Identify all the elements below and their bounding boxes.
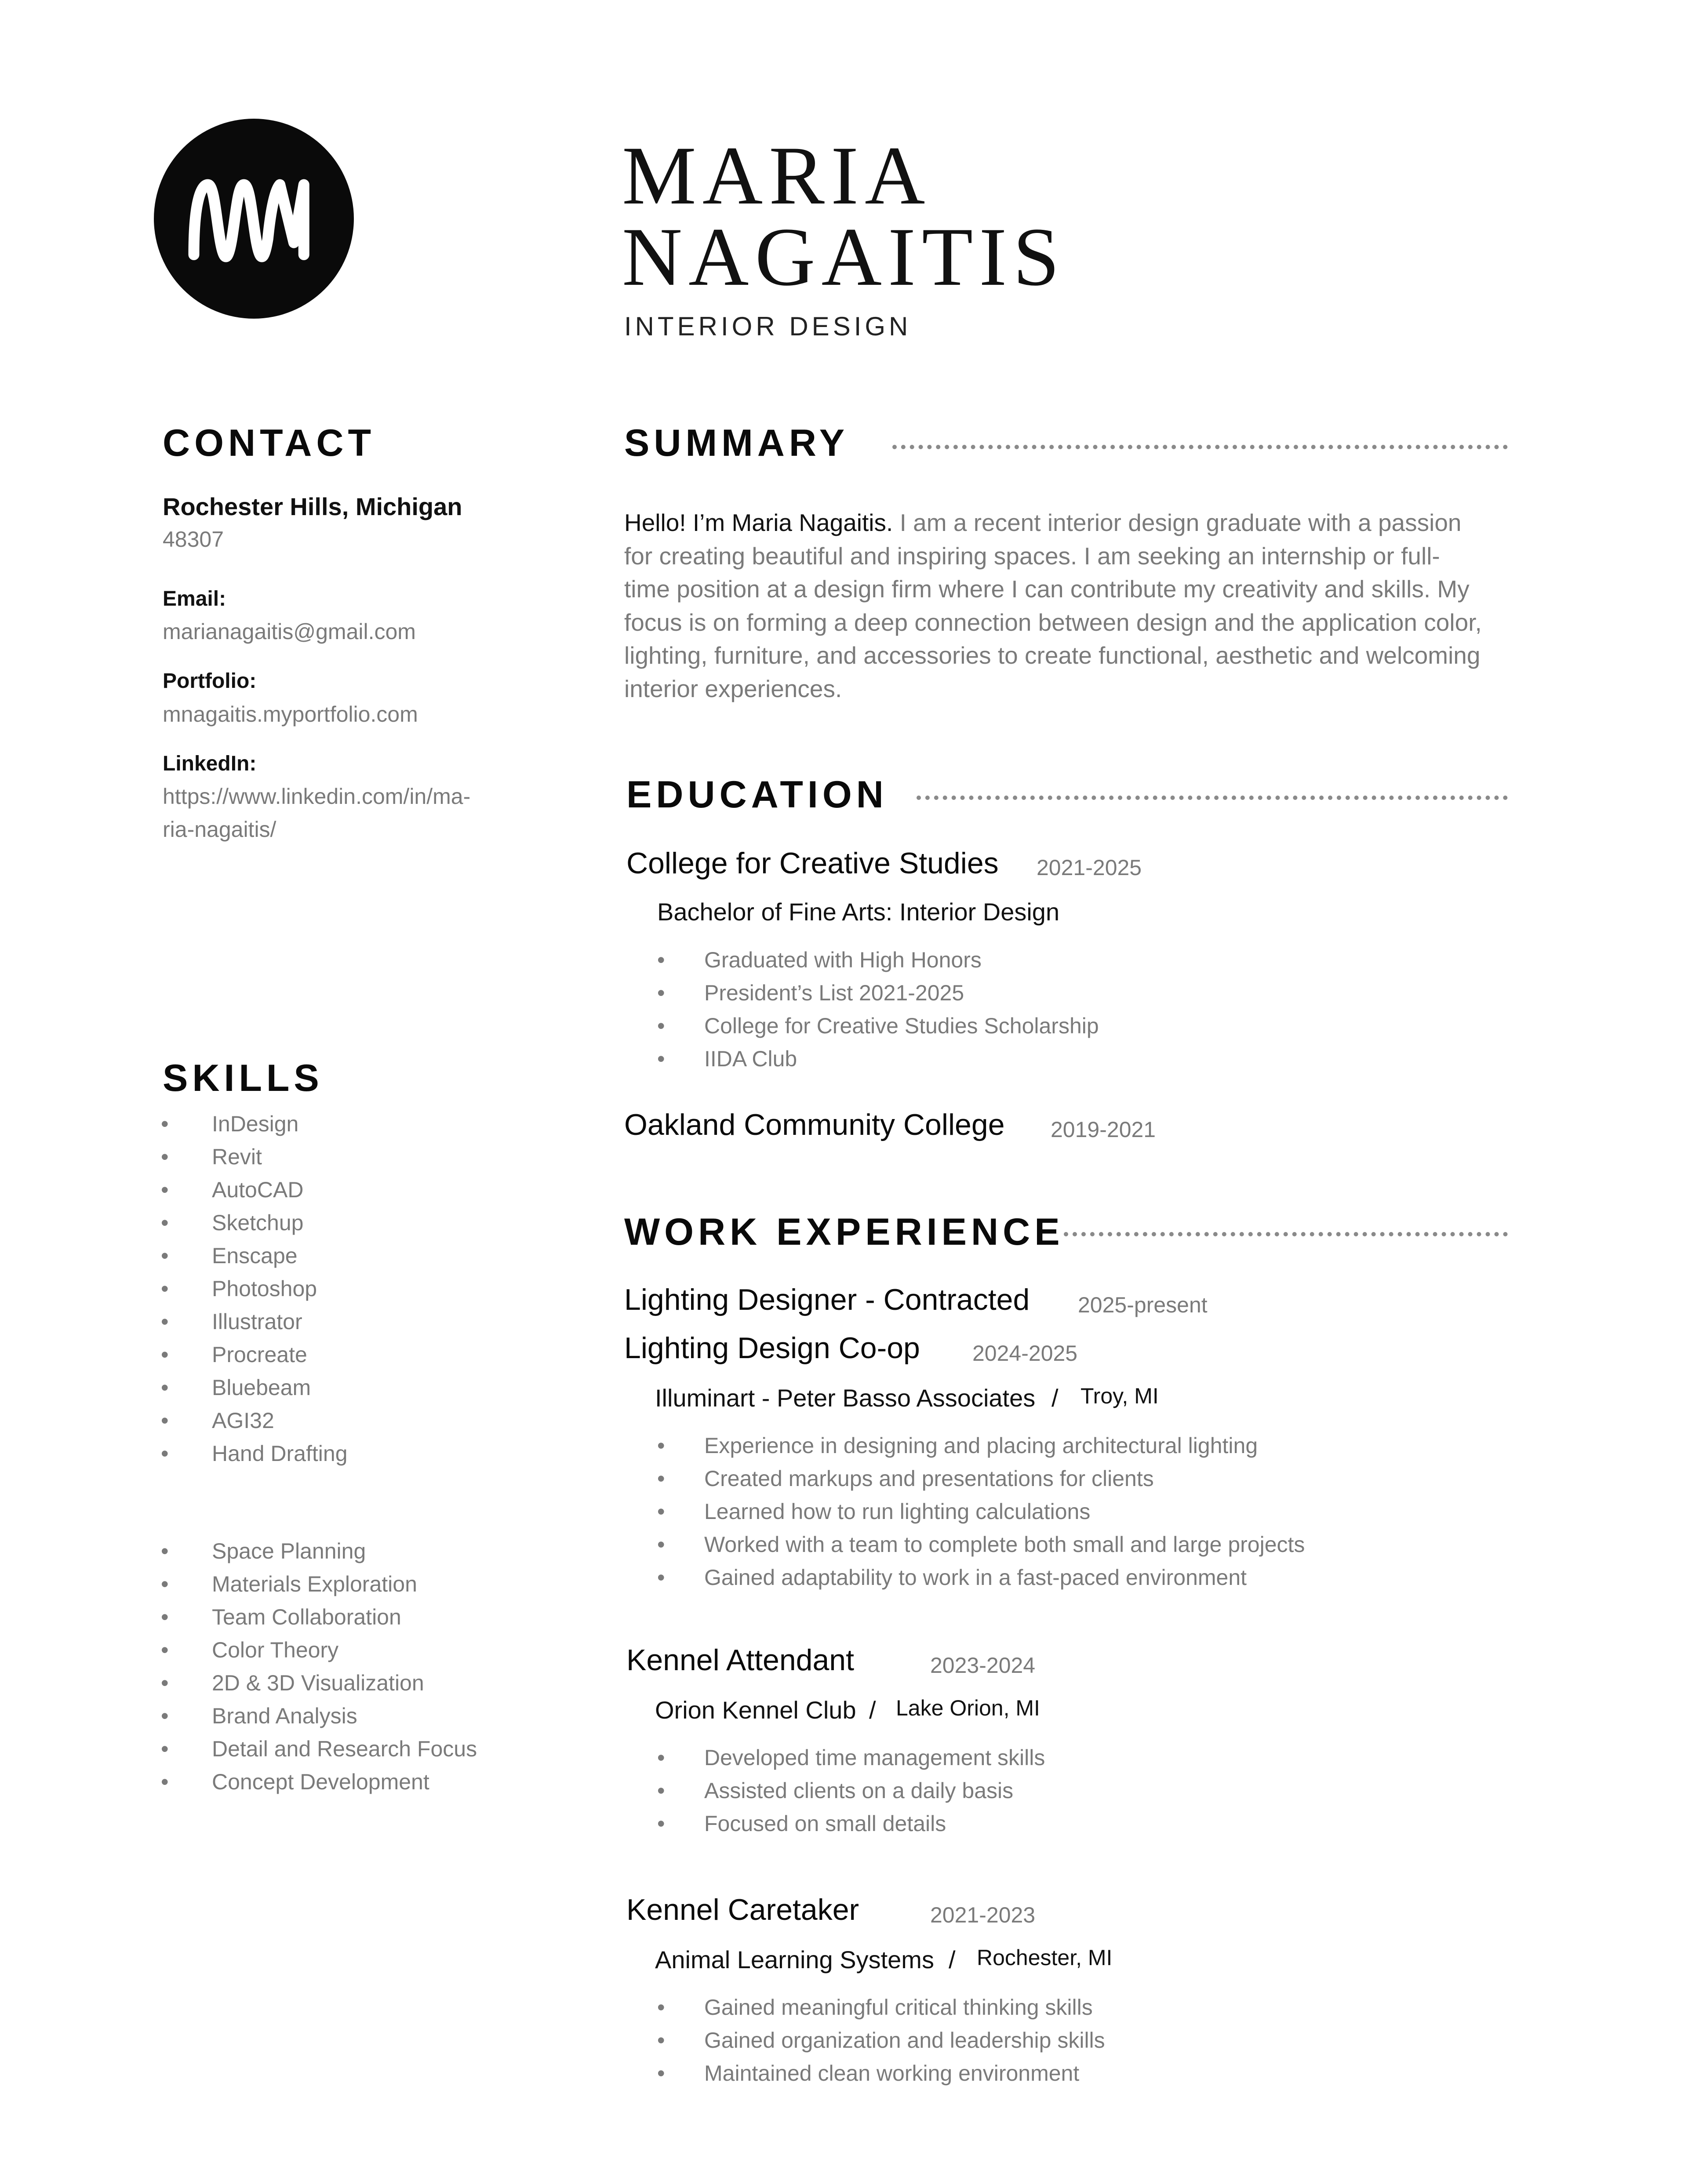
- job-dates: 2021-2023: [930, 1903, 1036, 1927]
- skill-item: • Revit: [163, 1141, 348, 1174]
- job-location: Troy, MI: [1080, 1384, 1159, 1408]
- contact-heading: CONTACT: [163, 422, 376, 464]
- email-label: Email:: [163, 587, 226, 611]
- skill-item: • Detail and Research Focus: [163, 1733, 477, 1766]
- skill-item: • Materials Exploration: [163, 1568, 477, 1601]
- section-divider: [1064, 1232, 1508, 1236]
- bullet-item: • Experience in designing and placing architectural lighting: [657, 1429, 1305, 1462]
- monogram-logo: [154, 119, 354, 319]
- skill-item: • AGI32: [163, 1404, 348, 1437]
- skill-item: • Color Theory: [163, 1634, 477, 1667]
- bullet-item: • Created markups and presentations for clients: [657, 1462, 1305, 1495]
- skill-item: • Brand Analysis: [163, 1700, 477, 1733]
- skill-item: • Bluebeam: [163, 1371, 348, 1404]
- job-location: Rochester, MI: [977, 1945, 1113, 1970]
- linkedin-label: LinkedIn:: [163, 752, 257, 775]
- skill-item: • Procreate: [163, 1338, 348, 1371]
- summary-heading: SUMMARY: [624, 422, 849, 464]
- summary-line: I am a recent interior design graduate with a passion: [893, 509, 1462, 536]
- bullet-item: • Gained adaptability to work in a fast-paced environment: [657, 1561, 1305, 1594]
- job-bullets: [657, 1429, 1305, 1594]
- bullet-item: • Graduated with High Honors: [657, 944, 1099, 977]
- job-title: Lighting Designer - Contracted: [624, 1283, 1030, 1316]
- bullet-item: • President’s List 2021-2025: [657, 977, 1099, 1010]
- job-title: Kennel Caretaker: [626, 1893, 859, 1926]
- job-title: Kennel Attendant: [626, 1643, 855, 1677]
- experience-heading: WORK EXPERIENCE: [624, 1211, 1064, 1253]
- job-dates: 2025-present: [1078, 1293, 1208, 1317]
- skill-item: • Space Planning: [163, 1535, 477, 1568]
- bullet-item: • Gained organization and leadership skills: [657, 2024, 1105, 2057]
- linkedin-link-line1[interactable]: https://www.linkedin.com/in/ma-: [163, 784, 471, 809]
- school-name: College for Creative Studies: [626, 847, 999, 880]
- last-name: NAGAITIS: [622, 211, 1066, 303]
- section-divider: [892, 445, 1508, 449]
- monogram-logo-icon: [154, 119, 354, 319]
- email-link[interactable]: marianagaitis@gmail.com: [163, 619, 416, 644]
- portfolio-link[interactable]: mnagaitis.myportfolio.com: [163, 702, 418, 727]
- section-divider: [917, 796, 1508, 800]
- portfolio-label: Portfolio:: [163, 669, 257, 693]
- skill-item: • Concept Development: [163, 1766, 477, 1799]
- linkedin-link-line2[interactable]: ria-nagaitis/: [163, 817, 276, 842]
- skill-item: • Hand Drafting: [163, 1437, 348, 1470]
- bullet-item: • Worked with a team to complete both small and large projects: [657, 1528, 1305, 1561]
- bullet-item: • Focused on small details: [657, 1807, 1045, 1840]
- school-dates: 2021-2025: [1037, 855, 1142, 880]
- school-dates: 2019-2021: [1051, 1117, 1156, 1142]
- job-location: Lake Orion, MI: [896, 1696, 1040, 1720]
- skill-item: • Photoshop: [163, 1272, 348, 1305]
- bullet-item: • Developed time management skills: [657, 1741, 1045, 1774]
- bullet-item: • IIDA Club: [657, 1043, 1099, 1076]
- summary-line: interior experiences.: [624, 675, 842, 702]
- job-bullets: [657, 1991, 1105, 2090]
- bullet-item: • College for Creative Studies Scholarship: [657, 1010, 1099, 1043]
- skill-item: • Sketchup: [163, 1206, 348, 1239]
- company-name: Orion Kennel Club: [655, 1696, 856, 1724]
- summary-line: time position at a design firm where I can contribute my creativity and skills. My: [624, 575, 1470, 603]
- bullet-item: • Learned how to run lighting calculations: [657, 1495, 1305, 1528]
- skill-item: • Team Collaboration: [163, 1601, 477, 1634]
- job-dates: 2024-2025: [972, 1341, 1078, 1366]
- summary-lead: Hello! I’m Maria Nagaitis.: [624, 509, 893, 536]
- summary-line: for creating beautiful and inspiring spaces. I am seeking an internship or full-: [624, 542, 1440, 570]
- summary-line: focus is on forming a deep connection between design and the application color,: [624, 608, 1482, 636]
- job-title: Lighting Design Co-op: [624, 1331, 920, 1365]
- skill-item: • Illustrator: [163, 1305, 348, 1338]
- summary-line: lighting, furniture, and accessories to create functional, aesthetic and welcoming: [624, 642, 1481, 669]
- location-separator: /: [1051, 1384, 1059, 1412]
- company-name: Illuminart - Peter Basso Associates: [655, 1384, 1036, 1412]
- education-bullets: [657, 944, 1099, 1076]
- first-name: MARIA: [622, 130, 931, 222]
- skill-item: • AutoCAD: [163, 1174, 348, 1206]
- skills-heading: SKILLS: [163, 1057, 324, 1099]
- company-name: Animal Learning Systems: [655, 1946, 934, 1973]
- degree: Bachelor of Fine Arts: Interior Design: [657, 898, 1060, 926]
- location-separator: /: [949, 1946, 956, 1973]
- location-separator: /: [869, 1696, 876, 1724]
- skill-item: • 2D & 3D Visualization: [163, 1667, 477, 1700]
- bullet-item: • Gained meaningful critical thinking skills: [657, 1991, 1105, 2024]
- role-title: INTERIOR DESIGN: [624, 312, 912, 341]
- software-skills-list: [163, 1108, 348, 1470]
- skill-item: • Enscape: [163, 1239, 348, 1272]
- education-heading: EDUCATION: [626, 774, 888, 816]
- job-dates: 2023-2024: [930, 1653, 1036, 1678]
- job-bullets: [657, 1741, 1045, 1840]
- contact-zip: 48307: [163, 527, 224, 552]
- soft-skills-list: [163, 1535, 477, 1799]
- skill-item: • InDesign: [163, 1108, 348, 1141]
- contact-location: Rochester Hills, Michigan: [163, 493, 462, 520]
- bullet-item: • Assisted clients on a daily basis: [657, 1774, 1045, 1807]
- school-name: Oakland Community College: [624, 1108, 1005, 1141]
- bullet-item: • Maintained clean working environment: [657, 2057, 1105, 2090]
- linkedin-link[interactable]: [163, 780, 470, 846]
- summary-text: [624, 506, 1530, 705]
